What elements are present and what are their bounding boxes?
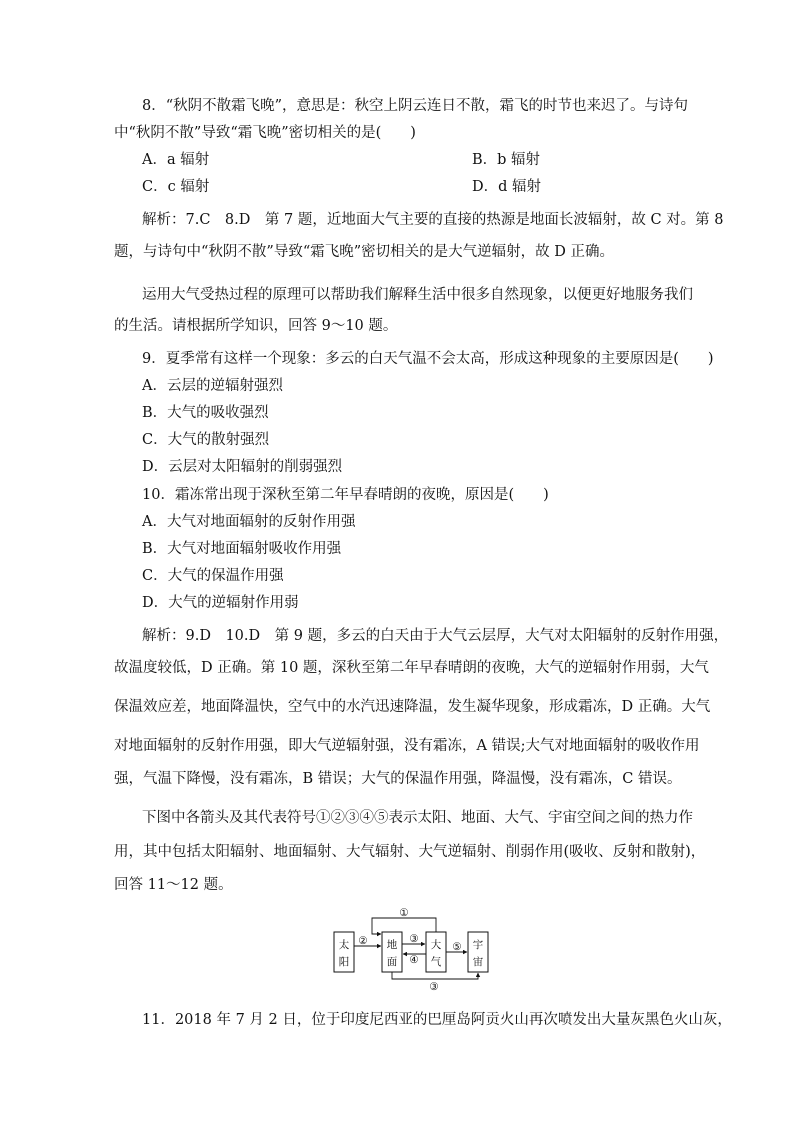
intro-9-10-line1: 运用大气受热过程的原理可以帮助我们解释生活中很多自然现象，以便更好地服务我们 (142, 287, 693, 303)
answer-7-8-line2: 题，与诗句中“秋阴不散”导致“霜飞晚”密切相关的是大气逆辐射，故 D 正确。 (114, 244, 614, 260)
q8-stem-line1: 8．“秋阴不散霜飞晚”，意思是：秋空上阴云连日不散，霜飞的时节也来迟了。与诗句 (142, 98, 689, 114)
answer-9-10-line2: 故温度较低，D 正确。第 10 题，深秋至第二年早春晴朗的夜晚，大气的逆辐射作用弱，大气 (114, 660, 709, 676)
answer-9-10-line1: 解析：9.D 10.D 第 9 题，多云的白天由于大气云层厚，大气对太阳辐射的反射作用强， (142, 628, 729, 644)
intro-9-10-line2: 的生活。请根据所学知识，回答 9～10 题。 (114, 318, 398, 334)
atmosphere-label-2: 气 (430, 956, 442, 968)
space-label-1: 宇 (472, 939, 484, 951)
ground-label-2: 面 (386, 956, 398, 968)
heat-flow-diagram (330, 907, 490, 993)
answer-9-10-line4: 对地面辐射的反射作用强，即大气逆辐射强，没有霜冻，A 错误;大气对地面辐射的吸收作用 (114, 738, 700, 754)
answer-9-10-line3: 保温效应差，地面降温快，空气中的水汽迅速降温，发生凝华现象，形成霜冻，D 正确。大气 (114, 699, 711, 715)
q9-option-b: B．大气的吸收强烈 (142, 405, 269, 421)
sun-label-2: 阳 (338, 956, 350, 968)
q8-option-b: B．b 辐射 (472, 152, 541, 168)
ground-label-1: 地 (386, 939, 398, 951)
q8-stem-line2: 中“秋阴不散”导致“霜飞晚”密切相关的是( ) (114, 125, 416, 141)
arrow-3-top-label: ③ (409, 933, 419, 945)
arrow-1-label: ① (399, 907, 409, 919)
q10-option-a: A．大气对地面辐射的反射作用强 (142, 514, 356, 530)
sun-label-1: 太 (338, 939, 350, 951)
space-label-2: 宙 (472, 956, 484, 968)
q10-option-c: C．大气的保温作用强 (142, 568, 284, 584)
q8-option-a: A．a 辐射 (142, 152, 210, 168)
intro-11-12-line2: 用，其中包括太阳辐射、地面辐射、大气辐射、大气逆辐射、削弱作用(吸收、反射和散射)， (114, 844, 706, 860)
arrow-4-label: ④ (409, 954, 419, 966)
answer-9-10-line5: 强，气温下降慢，没有霜冻，B 错误；大气的保温作用强，降温慢，没有霜冻，C 错误。 (114, 771, 682, 787)
atmosphere-label-1: 大 (430, 939, 442, 951)
q9-stem: 9．夏季常有这样一个现象：多云的白天气温不会太高，形成这种现象的主要原因是( ) (142, 351, 714, 367)
answer-7-8-line1: 解析：7.C 8.D 第 7 题，近地面大气主要的直接的热源是地面长波辐射，故 C 对。第 8 (142, 212, 724, 228)
q9-option-d: D．云层对太阳辐射的削弱强烈 (142, 459, 343, 475)
arrow-5-label: ⑤ (452, 941, 462, 953)
q11-stem-line1: 11．2018 年 7 月 2 日，位于印度尼西亚的巴厘岛阿贡火山再次喷发出大量灰黑色火山灰， (142, 1012, 732, 1028)
arrow-2-label: ② (358, 935, 368, 947)
arrow-3-bottom-label: ③ (429, 981, 439, 993)
q9-option-a: A．云层的逆辐射强烈 (142, 378, 283, 394)
intro-11-12-line3: 回答 11～12 题。 (114, 877, 233, 893)
q8-option-d: D．d 辐射 (472, 179, 542, 195)
q10-stem: 10．霜冻常出现于深秋至第二年早春晴朗的夜晚，原因是( ) (142, 487, 549, 503)
intro-11-12-line1: 下图中各箭头及其代表符号①②③④⑤表示太阳、地面、大气、宇宙空间之间的热力作 (142, 810, 693, 826)
q10-option-d: D．大气的逆辐射作用弱 (142, 595, 299, 611)
q9-option-c: C．大气的散射强烈 (142, 432, 270, 448)
q10-option-b: B．大气对地面辐射吸收作用强 (142, 541, 342, 557)
arrow-3-bottom (392, 972, 478, 979)
q8-option-c: C．c 辐射 (142, 179, 210, 195)
